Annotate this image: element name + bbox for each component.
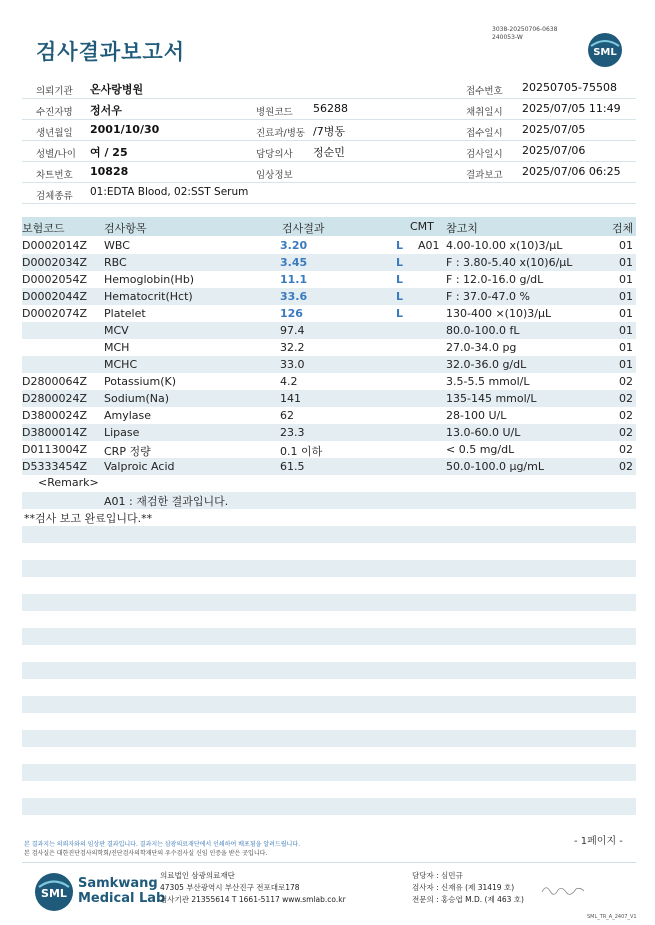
row-spec: 02 bbox=[619, 460, 633, 473]
sex-age-value: 여 / 25 bbox=[90, 146, 128, 159]
table-row bbox=[22, 288, 636, 305]
row-name: Valproic Acid bbox=[104, 460, 175, 473]
row-spec: 02 bbox=[619, 375, 633, 388]
sex-age-label: 성별/나이 bbox=[36, 149, 76, 160]
row-code: D0113004Z bbox=[22, 443, 87, 456]
row-band bbox=[22, 594, 636, 611]
dob-value: 2001/10/30 bbox=[90, 123, 160, 136]
row-result: 23.3 bbox=[280, 426, 305, 439]
header-row-3 bbox=[22, 120, 636, 141]
footer-note bbox=[24, 840, 300, 858]
org-line3: 검사기관 21355614 T 1661-5117 www.smlab.co.kr bbox=[160, 895, 346, 904]
chart-value: 10828 bbox=[90, 165, 129, 178]
test-date-label: 검사일시 bbox=[466, 149, 503, 160]
row-name: WBC bbox=[104, 239, 130, 252]
row-band bbox=[22, 764, 636, 781]
row-ref: F : 37.0-47.0 % bbox=[446, 290, 530, 303]
row-result: 0.1 이하 bbox=[280, 445, 323, 458]
brand-name bbox=[78, 876, 165, 906]
staff-line1: 담당자 : 심민규 bbox=[412, 871, 463, 880]
org-line2: 47305 부산광역시 부산진구 전포대로178 bbox=[160, 883, 300, 892]
collect-label: 채취일시 bbox=[466, 107, 503, 118]
document-id bbox=[492, 26, 557, 42]
table-row bbox=[22, 356, 636, 373]
hospital-code-value: 56288 bbox=[313, 102, 348, 115]
header-row-5 bbox=[22, 162, 636, 183]
row-spec: 01 bbox=[619, 239, 633, 252]
institution-label: 의뢰기관 bbox=[36, 86, 73, 97]
dob-label: 생년월일 bbox=[36, 128, 73, 139]
row-name: MCH bbox=[104, 341, 130, 354]
row-code: D0002074Z bbox=[22, 307, 87, 320]
col-result-header: 검사결과 bbox=[282, 222, 325, 235]
table-row bbox=[22, 237, 636, 254]
row-code: D3800024Z bbox=[22, 409, 87, 422]
row-code: D0002054Z bbox=[22, 273, 87, 286]
col-ref-header: 참고치 bbox=[446, 222, 478, 235]
table-row bbox=[22, 305, 636, 322]
col-code-header: 보험코드 bbox=[22, 222, 65, 235]
row-result: 3.20 bbox=[280, 239, 308, 252]
doctor-value: 정순민 bbox=[313, 146, 345, 159]
sml-logo-text: SML bbox=[593, 47, 617, 58]
row-spec: 02 bbox=[619, 443, 633, 456]
row-result: 126 bbox=[280, 307, 303, 320]
chart-label: 차트번호 bbox=[36, 170, 73, 181]
row-ref: < 0.5 mg/dL bbox=[446, 443, 515, 456]
col-cmt-header: CMT bbox=[410, 220, 434, 233]
row-name: RBC bbox=[104, 256, 127, 269]
header-row-1 bbox=[22, 78, 636, 99]
row-flag: L bbox=[396, 273, 404, 286]
row-ref: 13.0-60.0 U/L bbox=[446, 426, 521, 439]
row-name: Potassium(K) bbox=[104, 375, 177, 388]
col-spec-header: 검체 bbox=[612, 222, 634, 235]
row-ref: 130-400 ×(10)3/μL bbox=[446, 307, 552, 320]
footer-divider bbox=[22, 862, 636, 863]
row-spec: 02 bbox=[619, 426, 633, 439]
header-row-2 bbox=[22, 99, 636, 120]
table-row bbox=[22, 373, 636, 390]
table-row bbox=[22, 390, 636, 407]
footer-note-line2: 본 검사실은 대한진단검사의학회/진단검사의학재단의 우수검사실 신임 인증을 받은 곳입니다. bbox=[24, 850, 268, 857]
row-code: D0002044Z bbox=[22, 290, 87, 303]
report-title: 검사결과보고서 bbox=[36, 40, 186, 64]
row-code: D5333454Z bbox=[22, 460, 87, 473]
results-table-header bbox=[22, 217, 636, 236]
row-band bbox=[22, 730, 636, 747]
header-row-4 bbox=[22, 141, 636, 162]
header-row-6 bbox=[22, 183, 636, 204]
table-row bbox=[22, 339, 636, 356]
row-result: 33.0 bbox=[280, 358, 305, 371]
row-flag: L bbox=[396, 256, 404, 269]
row-result: 62 bbox=[280, 409, 294, 422]
sml-footer-logo-icon bbox=[34, 872, 74, 912]
row-cmt: A01 bbox=[418, 239, 440, 252]
brand-name-line1: Samkwang bbox=[78, 876, 158, 891]
table-row bbox=[22, 458, 636, 475]
dept-label: 진료과/병동 bbox=[256, 128, 306, 139]
table-row bbox=[22, 271, 636, 288]
table-row bbox=[22, 407, 636, 424]
specimen-value: 01:EDTA Blood, 02:SST Serum bbox=[90, 186, 249, 198]
test-date-value: 2025/07/06 bbox=[522, 144, 586, 157]
row-name: Sodium(Na) bbox=[104, 392, 169, 405]
row-spec: 02 bbox=[619, 392, 633, 405]
brand-name-line2: Medical Lab bbox=[78, 891, 166, 906]
row-name: Amylase bbox=[104, 409, 152, 422]
row-ref: 80.0-100.0 fL bbox=[446, 324, 520, 337]
row-band bbox=[22, 526, 636, 543]
signature-icon bbox=[540, 882, 586, 896]
report-value: 2025/07/06 06:25 bbox=[522, 165, 621, 178]
row-flag: L bbox=[396, 290, 404, 303]
row-code: D0002034Z bbox=[22, 256, 87, 269]
institution-value: 온사랑병원 bbox=[90, 83, 144, 96]
report-complete-text: **검사 보고 완료입니다.** bbox=[24, 512, 153, 525]
row-flag: L bbox=[396, 307, 404, 320]
row-result: 33.6 bbox=[280, 290, 308, 303]
row-ref: 28-100 U/L bbox=[446, 409, 507, 422]
row-name: Hemoglobin(Hb) bbox=[104, 273, 195, 286]
hospital-code-label: 병원코드 bbox=[256, 107, 293, 118]
receipt-date-value: 2025/07/05 bbox=[522, 123, 586, 136]
row-code: D2800064Z bbox=[22, 375, 87, 388]
patient-value: 정서우 bbox=[90, 104, 122, 117]
receipt-no-label: 접수번호 bbox=[466, 86, 503, 97]
row-result: 61.5 bbox=[280, 460, 305, 473]
table-row bbox=[22, 441, 636, 458]
clinical-label: 임상정보 bbox=[256, 170, 293, 181]
row-band bbox=[22, 628, 636, 645]
row-spec: 01 bbox=[619, 307, 633, 320]
row-name: Platelet bbox=[104, 307, 146, 320]
row-result: 4.2 bbox=[280, 375, 298, 388]
row-ref: F : 3.80-5.40 x(10)6/μL bbox=[446, 256, 573, 269]
receipt-date-label: 접수일시 bbox=[466, 128, 503, 139]
table-row bbox=[22, 424, 636, 441]
remark-text: A01 : 재검한 결과입니다. bbox=[104, 495, 229, 508]
dept-value: /7병동 bbox=[313, 125, 345, 138]
footer-note-line1: 본 결과지는 의뢰자와의 임상판 결과입니다. 결과지는 삼광의료재단에서 인쇄하여 배포됨을 알려드립니다. bbox=[24, 841, 301, 848]
row-spec: 01 bbox=[619, 358, 633, 371]
row-band bbox=[22, 662, 636, 679]
row-spec: 01 bbox=[619, 256, 633, 269]
row-name: Hematocrit(Hct) bbox=[104, 290, 193, 303]
row-spec: 01 bbox=[619, 341, 633, 354]
remark-label: <Remark> bbox=[38, 476, 99, 489]
report-label: 결과보고 bbox=[466, 170, 503, 181]
row-result: 141 bbox=[280, 392, 301, 405]
form-code: SML_TR_A_2407_V1 bbox=[587, 914, 637, 920]
row-result: 11.1 bbox=[280, 273, 308, 286]
row-ref: 27.0-34.0 pg bbox=[446, 341, 517, 354]
row-name: CRP 정량 bbox=[104, 445, 151, 458]
row-flag: L bbox=[396, 239, 404, 252]
table-row bbox=[22, 254, 636, 271]
specimen-label: 검체종류 bbox=[36, 191, 73, 202]
row-ref: 3.5-5.5 mmol/L bbox=[446, 375, 530, 388]
row-ref: 135-145 mmol/L bbox=[446, 392, 537, 405]
row-ref: 32.0-36.0 g/dL bbox=[446, 358, 527, 371]
row-result: 32.2 bbox=[280, 341, 305, 354]
row-code: D2800024Z bbox=[22, 392, 87, 405]
row-spec: 02 bbox=[619, 409, 633, 422]
col-name-header: 검사항목 bbox=[104, 222, 147, 235]
table-row bbox=[22, 322, 636, 339]
staff-line2: 검사자 : 신재유 (제 31419 호) bbox=[412, 883, 515, 892]
row-name: Lipase bbox=[104, 426, 140, 439]
row-ref: 4.00-10.00 x(10)3/μL bbox=[446, 239, 563, 252]
staff-info bbox=[412, 870, 524, 906]
sml-footer-logo-text: SML bbox=[41, 887, 67, 900]
staff-line3: 전문의 : 홍승엽 M.D. (제 463 호) bbox=[412, 895, 524, 904]
row-band bbox=[22, 560, 636, 577]
organization-info bbox=[160, 870, 346, 906]
document-id-line2: 240053-W bbox=[492, 34, 523, 41]
row-spec: 01 bbox=[619, 290, 633, 303]
row-ref: F : 12.0-16.0 g/dL bbox=[446, 273, 544, 286]
sml-logo-icon bbox=[587, 32, 623, 68]
row-ref: 50.0-100.0 μg/mL bbox=[446, 460, 544, 473]
row-result: 97.4 bbox=[280, 324, 305, 337]
row-name: MCV bbox=[104, 324, 129, 337]
row-spec: 01 bbox=[619, 273, 633, 286]
row-code: D0002014Z bbox=[22, 239, 87, 252]
row-code: D3800014Z bbox=[22, 426, 87, 439]
row-name: MCHC bbox=[104, 358, 138, 371]
patient-label: 수진자명 bbox=[36, 107, 73, 118]
page-number: - 1페이지 - bbox=[574, 836, 623, 847]
row-spec: 01 bbox=[619, 324, 633, 337]
document-id-line1: 3038-20250706-0638 bbox=[492, 26, 558, 33]
collect-value: 2025/07/05 11:49 bbox=[522, 102, 621, 115]
doctor-label: 담당의사 bbox=[256, 149, 293, 160]
receipt-no-value: 20250705-75508 bbox=[522, 81, 617, 94]
org-line1: 의료법인 삼광의료재단 bbox=[160, 871, 235, 880]
row-band bbox=[22, 798, 636, 815]
row-result: 3.45 bbox=[280, 256, 308, 269]
row-band bbox=[22, 696, 636, 713]
